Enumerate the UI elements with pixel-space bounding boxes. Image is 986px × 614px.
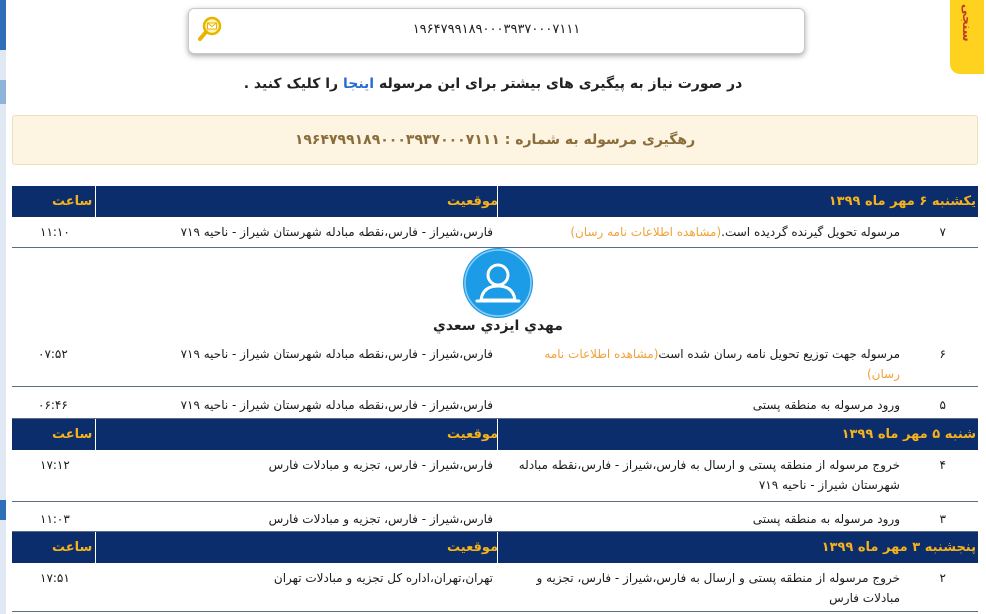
info-suffix: را کلیک کنید . — [243, 76, 343, 92]
left-edge-strip — [0, 0, 6, 614]
row-time: ۱۱:۱۰ — [40, 225, 70, 239]
edge-mark — [0, 0, 6, 50]
edge-mark — [0, 500, 6, 520]
courier-avatar-icon — [463, 248, 533, 318]
follow-up-link[interactable]: اینجا — [342, 76, 375, 92]
courier-info-link[interactable]: (مشاهده اطلاعات نامه رسان) — [544, 347, 900, 381]
description-text: مرسوله جهت توزیع تحویل نامه رسان شده است — [658, 347, 900, 361]
row-time: ۰۶:۴۶ — [38, 398, 68, 412]
header-separator — [95, 532, 96, 563]
row-description: خروج مرسوله از منطقه پستی و ارسال به فارس،شیراز - فارس،نقطه مبادله شهرستان شیراز - ناحیه ۷۱۹ — [518, 458, 900, 492]
row-number: ۲ — [939, 571, 946, 585]
time-column-header: ساعت — [52, 540, 93, 555]
row-location: فارس،شیراز - فارس، تجزیه و مبادلات فارس — [268, 458, 493, 472]
info-line — [0, 76, 986, 92]
location-column-header: موقعیت — [447, 540, 499, 555]
row-time: ۱۷:۵۱ — [40, 571, 70, 585]
row-description: خروج مرسوله از منطقه پستی و ارسال به فارس،شیراز - فارس، تجزیه و مبادلات فارس — [536, 571, 900, 605]
tracking-banner-text: رهگیری مرسوله به شماره : ۱۹۶۴۷۹۹۱۸۹۰۰۰۳۹۳۷۰۰۰۷۱۱۱ — [294, 132, 696, 148]
row-description: ورود مرسوله به منطقه پستی — [752, 398, 900, 412]
tracking-banner — [12, 115, 978, 165]
location-column-header: موقعیت — [447, 194, 499, 209]
courier-info-link[interactable]: (مشاهده اطلاعات نامه رسان) — [570, 225, 722, 239]
time-column-header: ساعت — [52, 194, 93, 209]
search-value: ۱۹۶۴۷۹۹۱۸۹۰۰۰۳۹۳۷۰۰۰۷۱۱۱ — [412, 22, 581, 37]
side-tab[interactable] — [950, 0, 984, 74]
row-location: فارس،شیراز - فارس،نقطه مبادله شهرستان شیراز - ناحیه ۷۱۹ — [180, 347, 493, 361]
row-number: ۳ — [939, 512, 946, 526]
row-location: فارس،شیراز - فارس، تجزیه و مبادلات فارس — [268, 512, 493, 526]
time-column-header: ساعت — [52, 427, 93, 442]
side-tab-label: سنجی — [960, 4, 974, 42]
date-header — [12, 186, 978, 217]
row-location: فارس،شیراز - فارس،نقطه مبادله شهرستان شیراز - ناحیه ۷۱۹ — [180, 398, 493, 412]
row-number: ۴ — [939, 458, 946, 472]
table-row — [12, 217, 978, 248]
row-description — [500, 222, 900, 242]
description-text: مرسوله تحویل گیرنده گردیده است. — [721, 225, 900, 239]
header-separator — [95, 419, 96, 450]
location-column-header: موقعیت — [447, 427, 499, 442]
row-time: ۱۷:۱۲ — [40, 458, 70, 472]
row-number: ۶ — [939, 347, 946, 361]
date-header — [12, 419, 978, 450]
row-location: فارس،شیراز - فارس،نقطه مبادله شهرستان شیراز - ناحیه ۷۱۹ — [180, 225, 493, 239]
date-label: یکشنبه ۶ مهر ماه ۱۳۹۹ — [828, 194, 976, 209]
date-header — [12, 532, 978, 563]
courier-name: مهدي ايزدي سعدي — [433, 318, 563, 334]
date-label: شنبه ۵ مهر ماه ۱۳۹۹ — [841, 427, 976, 442]
row-number: ۷ — [939, 225, 946, 239]
table-row — [12, 450, 978, 502]
date-label: پنجشنبه ۳ مهر ماه ۱۳۹۹ — [821, 540, 976, 555]
row-description — [522, 344, 900, 384]
row-description: ورود مرسوله به منطقه پستی — [752, 512, 900, 526]
table-row — [12, 502, 978, 532]
info-prefix: در صورت نیاز به پیگیری های بیشتر برای این مرسوله — [374, 76, 743, 92]
row-time: ۰۷:۵۲ — [38, 347, 68, 361]
row-location: تهران،تهران،اداره کل تجزیه و مبادلات تهران — [273, 571, 493, 585]
tracking-search-field[interactable] — [188, 8, 805, 54]
table-row — [12, 563, 978, 612]
row-number: ۵ — [939, 398, 946, 412]
header-separator — [95, 186, 96, 217]
row-time: ۱۱:۰۳ — [40, 512, 70, 526]
table-row — [12, 387, 978, 419]
